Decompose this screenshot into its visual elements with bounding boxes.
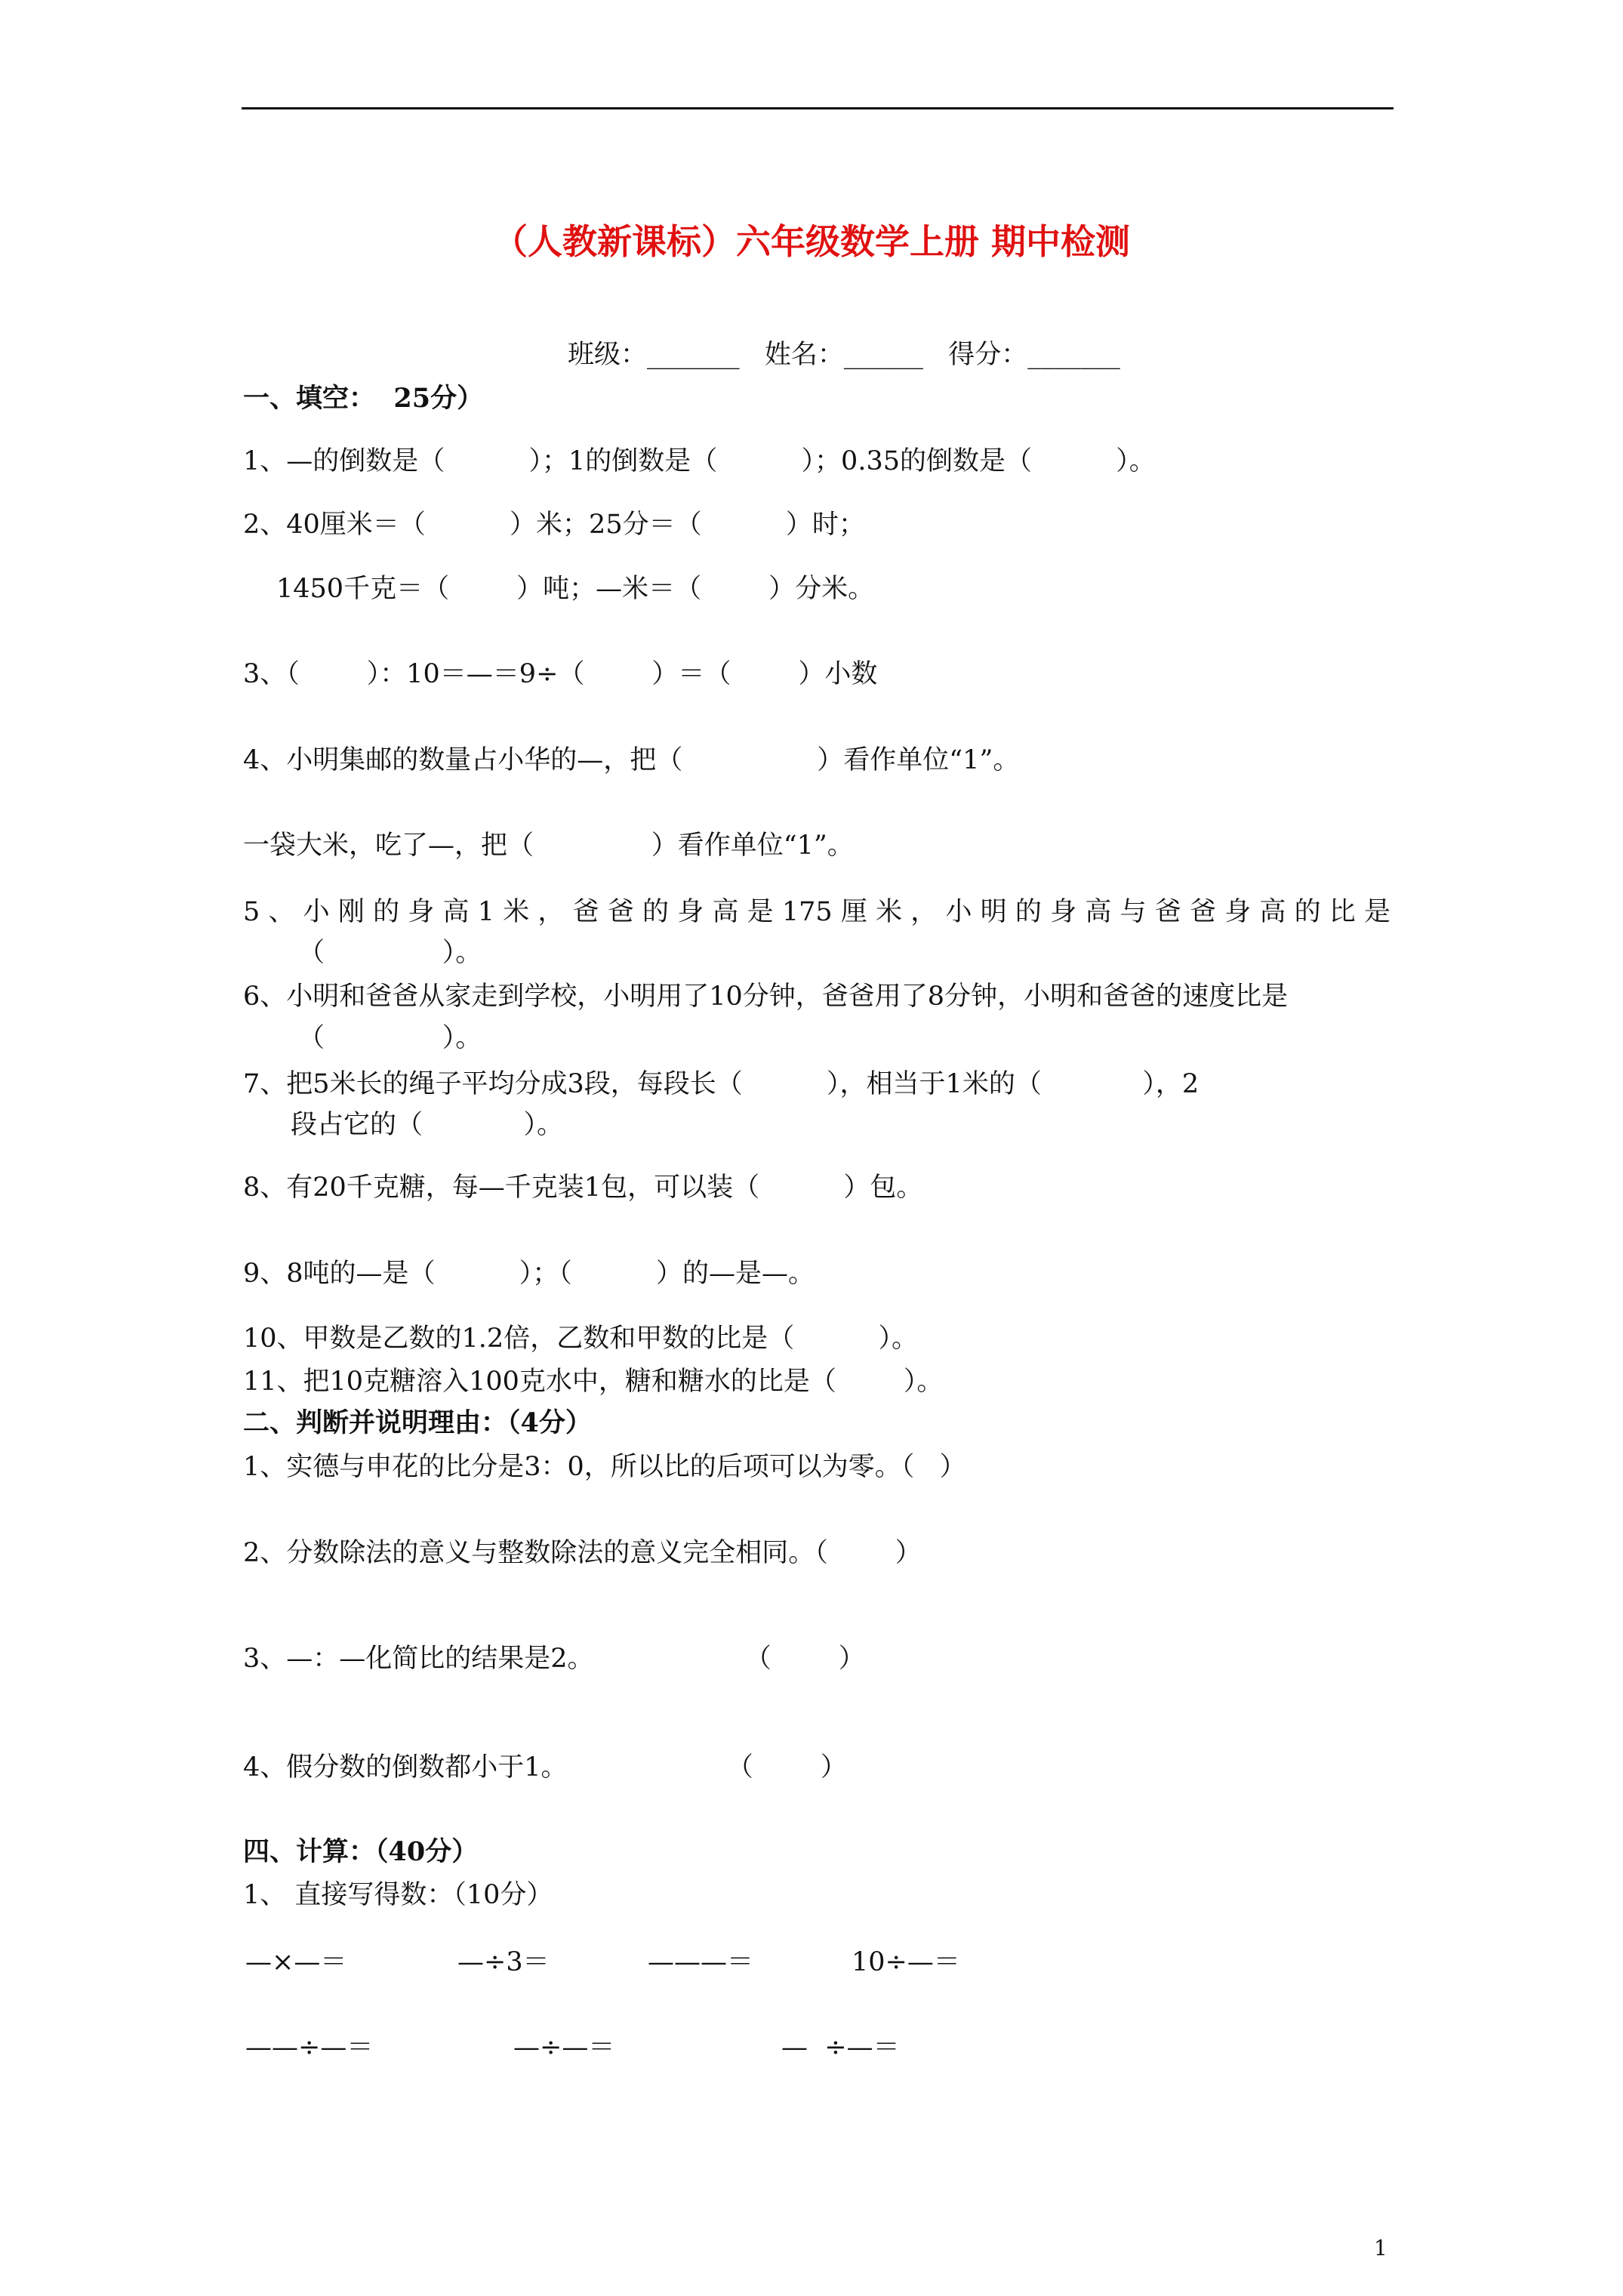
question-4-line-2: 一袋大米，吃了—，把（ ）看作单位“1”。	[243, 831, 854, 861]
question-4-line-1: 4、小明集邮的数量占小华的—，把（ ）看作单位“1”。	[243, 745, 1020, 775]
judge-2: 2、分数除法的意义与整数除法的意义完全相同。（ ）	[243, 1538, 922, 1568]
calc-item: —÷—＝	[513, 2032, 615, 2063]
question-2-line-2: 1450千克＝（ ）吨；—米＝（ ）分米。	[276, 574, 875, 604]
question-6-line-2: （ ）。	[298, 1023, 482, 1053]
page-title: （人教新课标）六年级数学上册 期中检测	[492, 221, 1130, 262]
question-6-line-1: 6、小明和爸爸从家走到学校，小明用了10分钟，爸爸用了8分钟，小明和爸爸的速度比是	[243, 982, 1289, 1012]
question-1: 1、—的倒数是（ ）；1的倒数是（ ）；0.35的倒数是（ ）。	[243, 446, 1156, 476]
question-3: 3、（ ）：10＝—＝9÷（ ）＝（ ）小数	[243, 659, 878, 689]
calc-item: —×—＝	[245, 1947, 347, 1977]
calc-item: —÷3＝	[457, 1947, 550, 1977]
question-9: 9、8吨的—是（ ）；（ ）的—是—。	[243, 1259, 815, 1289]
class-name-score-line: 班级：_______ 姓名：______ 得分：_______	[568, 340, 1120, 370]
question-7-line-1: 7、把5米长的绳子平均分成3段，每段长（ ），相当于1米的（ ），2	[243, 1069, 1200, 1099]
calc-item: 10÷—＝	[852, 1947, 960, 1977]
calc-question-1: 1、 直接写得数：（10分）	[243, 1880, 553, 1910]
header-rule	[242, 107, 1394, 109]
section-heading-calc: 四、计算：（40分）	[243, 1836, 479, 1867]
page-number: 1	[1374, 2236, 1387, 2261]
question-11: 11、把10克糖溶入100克水中，糖和糖水的比是（ ）。	[243, 1367, 944, 1397]
section-heading-fill-blank: 一、填空： 25分）	[243, 383, 484, 414]
calc-item: ——÷—＝	[245, 2032, 374, 2063]
judge-3: 3、—：—化简比的结果是2。 （ ）	[243, 1644, 865, 1674]
calc-item: ———＝	[648, 1947, 754, 1977]
judge-4: 4、假分数的倒数都小于1。 （ ）	[243, 1752, 847, 1783]
question-10: 10、甲数是乙数的1.2倍，乙数和甲数的比是（ ）。	[243, 1324, 918, 1354]
calc-item: — ÷—＝	[781, 2032, 900, 2063]
question-5-line-1: 5、小刚的身高1米，爸爸的身高是175厘米，小明的身高与爸爸身高的比是	[243, 897, 1390, 927]
section-heading-judge: 二、判断并说明理由：（4分）	[243, 1407, 592, 1438]
judge-1: 1、实德与申花的比分是3：0，所以比的后项可以为零。（ ）	[243, 1452, 966, 1482]
question-2-line-1: 2、40厘米＝（ ）米；25分＝（ ）时；	[243, 510, 865, 540]
question-8: 8、有20千克糖，每—千克装1包，可以装（ ）包。	[243, 1173, 923, 1203]
question-5-line-2: （ ）。	[298, 938, 482, 968]
question-7-line-2: 段占它的（ ）。	[291, 1110, 564, 1140]
